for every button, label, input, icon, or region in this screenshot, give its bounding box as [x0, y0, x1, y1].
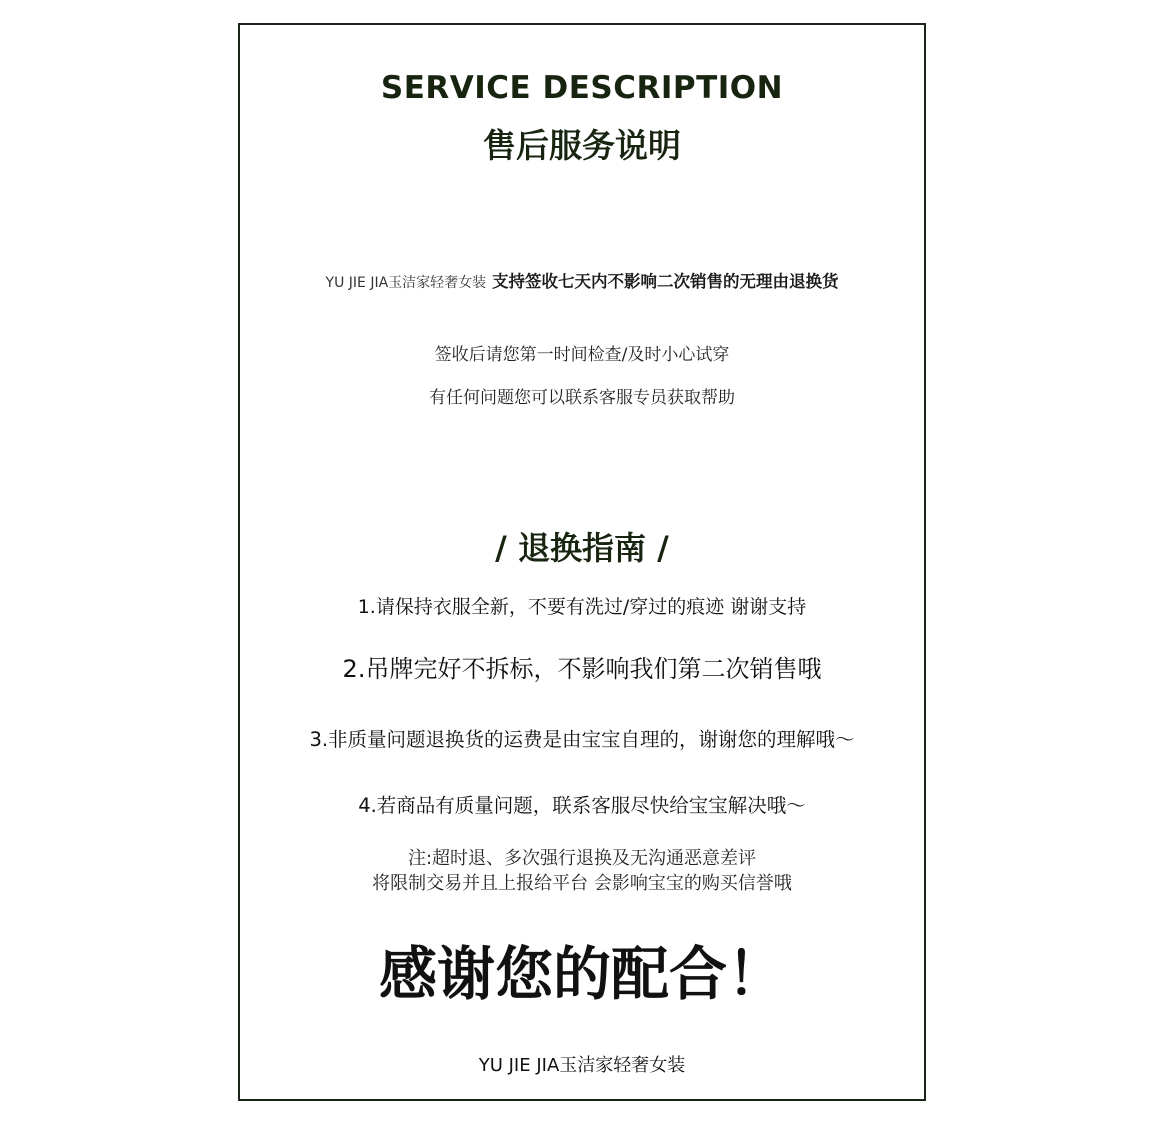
note-line-1: 注:超时退、多次强行退换及无沟通恶意差评	[407, 848, 757, 869]
guide-rule-4: 4.若商品有质量问题，联系客服尽快给宝宝解决哦～	[358, 794, 806, 817]
return-policy	[240, 274, 924, 291]
note-line-2: 将限制交易并且上报给平台 会影响宝宝的购买信誉哦	[372, 873, 792, 894]
guide-rule-1: 1.请保持衣服全新，不要有洗过/穿过的痕迹 谢谢支持	[357, 596, 807, 618]
return-guide-title: / 退换指南 /	[495, 529, 669, 567]
guide-rule-2: 2.吊牌完好不拆标，不影响我们第二次销售哦	[342, 655, 822, 683]
info-line-inspect: 签收后请您第一时间检查/及时小心试穿	[434, 345, 730, 365]
footer-brand-name: YU JIE JIA玉洁家轻奢女装	[478, 1055, 686, 1076]
title-chinese: 售后服务说明	[483, 126, 681, 165]
thanks-message: 感谢您的配合！	[378, 940, 785, 1008]
title-english: SERVICE DESCRIPTION	[380, 70, 784, 106]
guide-rule-3: 3.非质量问题退换货的运费是由宝宝自理的，谢谢您的理解哦～	[309, 728, 855, 751]
service-card	[238, 23, 926, 1101]
policy-brand-name: YU JIE JIA玉洁家轻奢女装	[325, 275, 487, 291]
info-line-contact: 有任何问题您可以联系客服专员获取帮助	[429, 388, 735, 408]
policy-statement: 支持签收七天内不影响二次销售的无理由退换货	[491, 272, 839, 291]
